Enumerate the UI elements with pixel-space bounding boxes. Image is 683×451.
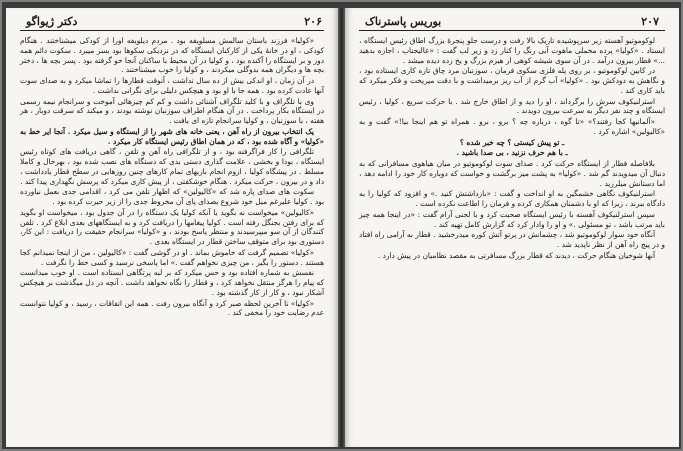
paragraph: استرلنیکوف نگاهی خشمگین به او انداخت و گفت : «بازداشتش کنید .» و افزود که کولیا را به دادگاه ببرند ، زیرا که او با دشمنان همکاری کرده و فرمان را اطاعت نکرده است . (359, 189, 665, 208)
right-page-body (359, 36, 665, 441)
paragraph: «آلمانیها کجا رفتند؟» «تا گوه ، درباره چه ؟ برو ، برو . همراه تو هم اینجا بیا!» گفت و به «کالیولین» اشاره کرد . (359, 117, 665, 136)
paragraph: «کولیا» تصمیم گرفت که خاموش بماند . او در گوشی گفت : «کالیولین ، من از اینجا نمیدانم کجا هستند . دستور را بگیر ، من چیزی نخواهم گفت .» اما پاسخی نرسید و کسی خط را نگرفت . (20, 247, 324, 267)
paragraph: سپس استرلنیکوف آهسته با رئیس ایستگاه صحبت کرد و با لحنی آرام گفت : «در اینجا همه چیز باید مرتب باشد ، تو مسئولی .» و او را وادار کرد که گزارش کامل تهیه کند . (359, 209, 665, 229)
right-page-header (359, 14, 665, 31)
paragraph: «کولیا» تا آخرین لحظه صبر کرد و آنگاه بیرون رفت . همه این اتفاقات ، رسید ، و کولیا نتوانست عدم رضایت خود را مخفی کند . (20, 298, 324, 318)
right-page (345, 8, 679, 447)
paragraph: یک انتخاب بیرون از راه آهن ، یعنی خانه های شهر را از ایستگاه و سیل میکرد . آنجا ایر خط به «کولیا» و آگاه شده بود ، که در همان اطاق رئیس ایستگاه کار میکرد . (20, 126, 324, 146)
left-page-number: ۲۰۶ (304, 15, 322, 28)
paragraph: تلگرافی را کار فراگرفته بود ، و از تلگرافی راه آهن و تلفن ، گاهی دریافت های کوتاه رئیس ایستگاه ، بودا و بخشی ، علامت گذاری دستی بدی که دستگاه های نصب شده بود ، بهرحال و کاملا مسلط . در پیشگاه کولیا ، ازوم انجام بازیهای تمام کارهای چنین روزهایی در سطح قطار یادداشت ، داد و در بیرون ، حرکت میکرد . هنگام خوشکفتی ، از پیش کاری میکرد که پرسش نگهداری پیدا کند . (20, 147, 324, 186)
book-gutter (338, 8, 345, 447)
paragraph: استرلنیکوف سرش را برگرداند ، او را دید و از اطاق خارج شد . با حرکت سریع ، کولیا ، رئیس ایستگاه و چند نفر دیگر به سرعت بیرون دویدند . (359, 96, 665, 116)
left-page-header (20, 14, 324, 31)
left-page (6, 8, 338, 447)
right-page-title: بوریس پاسترناک (365, 15, 442, 28)
dialogue-line: ـ تو پیش کیستی ؟ چه خبر شده ؟ (459, 137, 565, 147)
paragraph: آنها شوخیان هنگام حرکت ، دیدند که قطار بزرگ مسافرتی به مقصد نظامیان در پیش دارد . (377, 250, 655, 260)
left-page-body (20, 36, 324, 441)
paragraph: بلافاصله قطار از ایستگاه حرکت کرد . صدای سوت لوکوموتیو در میان هیاهوی مسافرانی که به دنبال آن میدویدند گم شد . «کولیا» به پشت میز برگشت و خواست که دوباره کار خود را ادامه دهد ، اما دستانش میلرزید . (359, 159, 665, 188)
paragraph: لوکوموتیو آهسته زیر سرپوشیده تاریک بالا رفت و درست جلو پنجرهٔ بزرگ اطاق رئیس ایستگاه ، ایستاد . «کولیا» پرده مخملی ماهوت آبی رنگ را کنار زد و زیر لب گفت : «عالیجناب ، اجازه بدهید ...» قطار بیرون درآمد . در آن سوی شیشه کوهی از هیزم بزرگ و یخ زده دیده میشد . (359, 36, 665, 65)
right-page-number: ۲۰۷ (641, 15, 659, 28)
dialogue-line: ـ با هم حرف نزنید ، بی صدا باشید . (456, 148, 568, 158)
book-spread (2, 2, 681, 449)
paragraph: در کابین لوکوموتیو ، بر روی پله فلزی سکوی فرمان ، سوزنبان مرد چاق تازه کاری ایستاده بود ، و نگاهش به دودکش بود . «کولیا» آب گرم از آب ریز برمیداشت و با دقت میریخت و فکر میکرد که باید کاری کند . (359, 66, 665, 95)
paragraph: «کولیا» فرزند باستان سالمش مسلویفه بود . مردم دیلویفه اورا از کودکی میشناختند . هنگام کودکی ، او در خانهٔ یکی از کارکنان ایستگاه که در نزدیکی سکوها بود بسر میبرد . سکوت دائم همه دور و بر ایستگاه را آکنده بود ، و کولیا در آن محیط با ساکنان آنجا خو گرفته بود . پسر بچه ها ، دختر بچه ها و دیگران همه بدوگلی میکردند ، و کولیا را خوب میشناختند . (20, 36, 324, 75)
paragraph: «کالیولین» میخواست نه بگوید یا آنکه کولیا یک دستگاه را در آن جدول بود ، میخواست او بگوید که برای رفتن بجنگل رفته است . کولیا پیغامها را دریافت کرد و به ایستگاههای بعدی ابلاغ کرد . تلفن کنندگان از آن سو میپرسیدند و منتظر پاسخ بودند ، و «کولیا» سرانجام حقیقت را دریافت : این کار، دستوری بود برای متوقف ساختن قطار در ایستگاه بعدی . (20, 207, 324, 246)
paragraph: وی با تلگراف و با کلید تلگراف آشنائی داشت و کم کم چیزهائی آموخت و سرانجام نیمه رسمی در ایستگاه بکار پرداخت . در آن هنگام اطراف سوزنبان نوشته بودند ، و میکند که سرقت دوبار ، هر هفته ، با سوزنبان ، و کولیا سرانجام تازه ای یافت . (20, 96, 324, 125)
paragraph: آنگاه خود سوار لوکوموتیو شد ، چشمانش در پرتو آتش کوره میدرخشید . قطار به آرامی راه افتاد و در پیچ راه آهن از نظر ناپدید شد . (359, 230, 665, 249)
paragraph: سکوت های صدای پاره شد که «کالیولین» که اظهار تلفن می کرد ، اقدامی جدی بعمل نیاورده بود . کولیا علیرغم میل خود شروع بصدای پای آن مخروط جدی را از زیر حیرت کرده بود . (20, 187, 324, 206)
paragraph: در آن زمان ، او اندکی بیش از ده سال نداشت ، آنوقت قطارها را تماشا میکرد و به صدای سوت آنها عادت کرده بود . همه جا با او بود و هیچکس دلیلی برای نگرانی نداشت . (20, 76, 324, 95)
paragraph: نفسش به شماره افتاده بود و حس میکرد که بر لبه پرتگاهی ایستاده است . او خوب میدانست که پیام را هرگز منتقل نخواهد کرد ، و قطار را نگاه نخواهد داشت . آنچه در دل میگذشت بر هیچکس آشکار نبود ، و کار از کار گذشته بود . (20, 268, 324, 297)
left-page-title: دکتر ژیواگو (26, 15, 78, 28)
